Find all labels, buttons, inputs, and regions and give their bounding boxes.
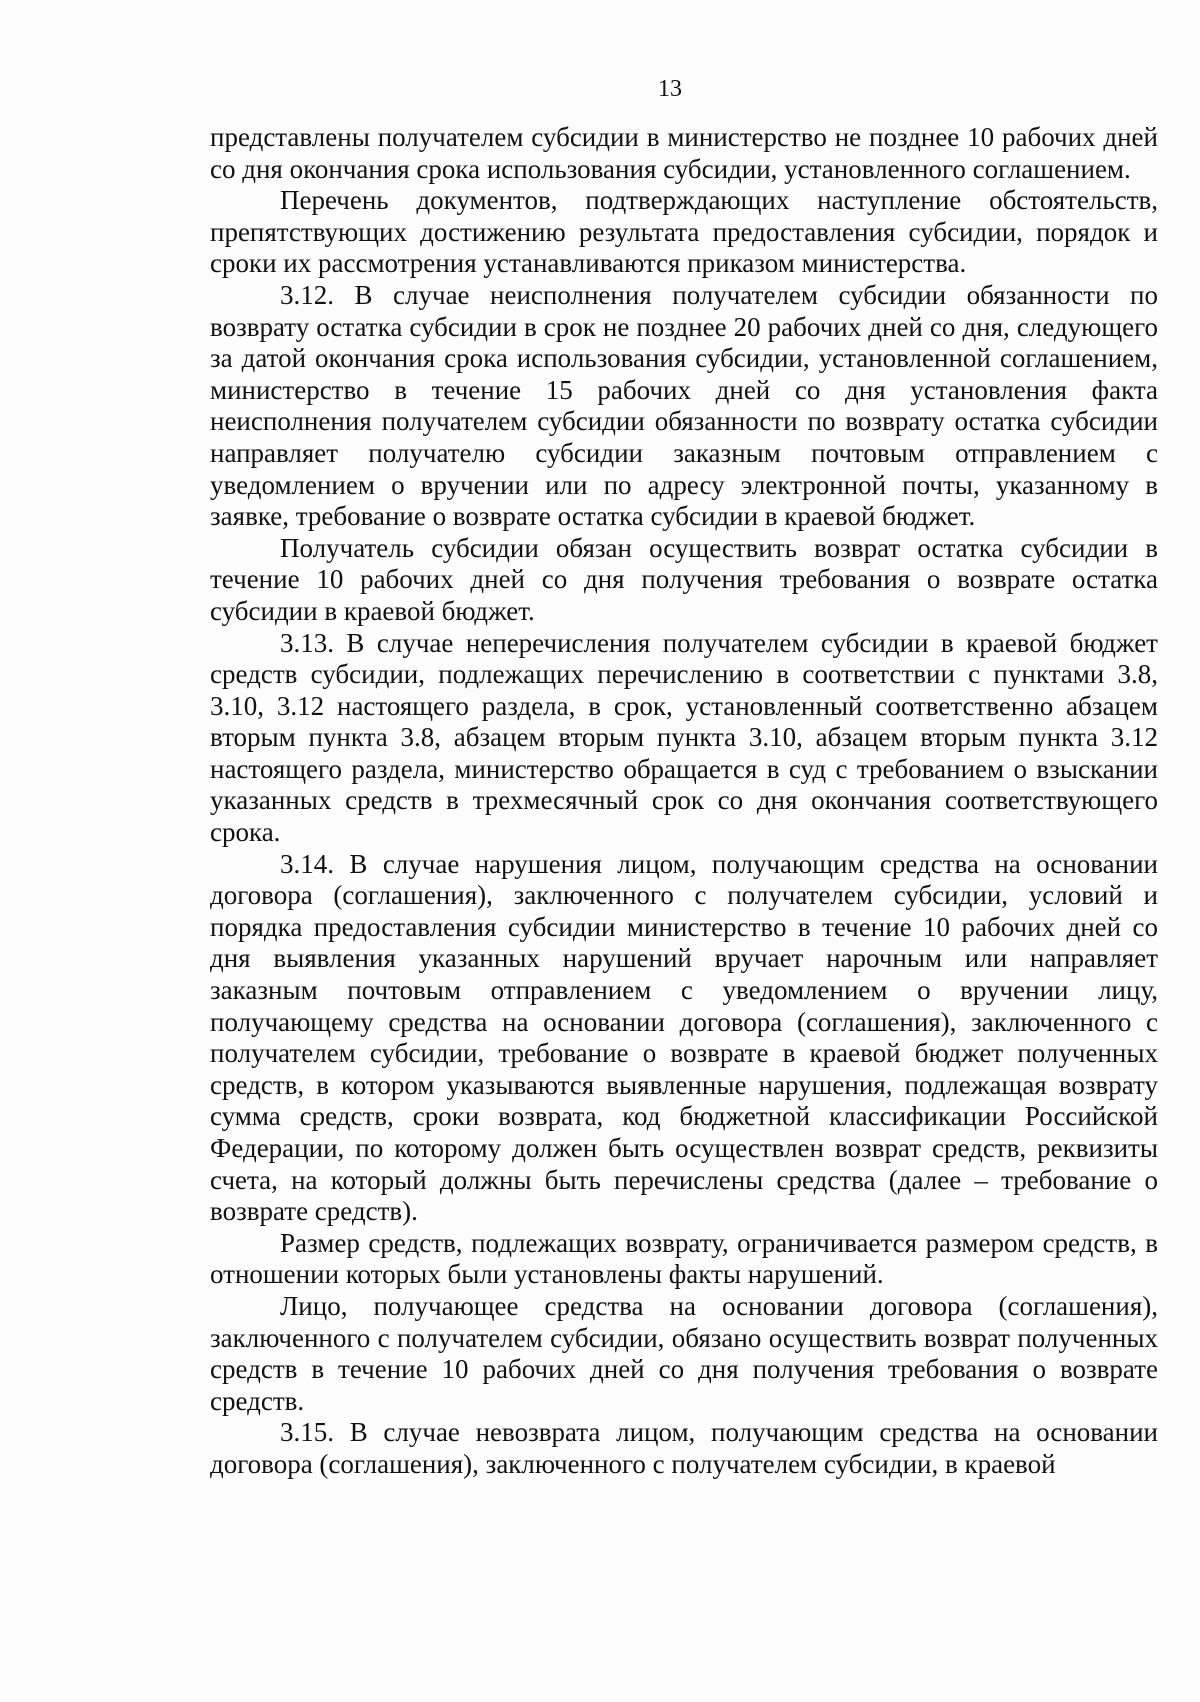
paragraph-3-14-obligation: Лицо, получающее средства на основании договора (соглашения), заключенного с получателем субсидии, обязано осуществить возврат полученных средств в течение 10 рабочих дней со дня получения требования о возврате средств. xyxy=(210,1290,1158,1416)
page-number: 13 xyxy=(658,76,682,102)
paragraph-3-14-amount: Размер средств, подлежащих возврату, ограничивается размером средств, в отношении которых были установлены факты нарушений. xyxy=(210,1227,1158,1290)
paragraph-documents-list: Перечень документов, подтверждающих наступление обстоятельств, препятствующих достижению результата предоставления субсидии, порядок и сроки их рассмотрения устанавливаются приказом министерства. xyxy=(210,185,1158,279)
document-body xyxy=(210,122,1158,1481)
paragraph-3-14: 3.14. В случае нарушения лицом, получающим средства на основании договора (соглашения), заключенного с получателем субсидии, условий и порядка предоставления субсидии министерство в течение 10 рабочих дней со дня выявления указанных нарушений вручает нарочным или направляет заказным почтовым отправлением с уведомлением о вручении лицу, получающему средства на основании договора (соглашения), заключенного с получателем субсидии, требование о возврате в краевой бюджет полученных средств, в котором указываются выявленные нарушения, подлежащая возврату сумма средств, сроки возврата, код бюджетной классификации Российской Федерации, по которому должен быть осуществлен возврат средств, реквизиты счета, на который должны быть перечислены средства (далее – требование о возврате средств). xyxy=(210,848,1158,1227)
paragraph-3-12: 3.12. В случае неисполнения получателем субсидии обязанности по возврату остатка субсидии в срок не позднее 20 рабочих дней со дня, следующего за датой окончания срока использования субсидии, установленной соглашением, министерство в течение 15 рабочих дней со дня установления факта неисполнения получателем субсидии обязанности по возврату остатка субсидии направляет получателю субсидии заказным почтовым отправлением с уведомлением о вручении или по адресу электронной почты, указанному в заявке, требование о возврате остатка субсидии в краевой бюджет. xyxy=(210,279,1158,532)
paragraph-3-12-obligation: Получатель субсидии обязан осуществить возврат остатка субсидии в течение 10 рабочих дней со дня получения требования о возврате остатка субсидии в краевой бюджет. xyxy=(210,532,1158,626)
paragraph-3-13: 3.13. В случае неперечисления получателем субсидии в краевой бюджет средств субсидии, подлежащих перечислению в соответствии с пунктами 3.8, 3.10, 3.12 настоящего раздела, в срок, установленный соответственно абзацем вторым пункта 3.8, абзацем вторым пункта 3.10, абзацем вторым пункта 3.12 настоящего раздела, министерство обращается в суд с требованием о взыскании указанных средств в трехмесячный срок со дня окончания соответствующего срока. xyxy=(210,627,1158,848)
paragraph-continuation: представлены получателем субсидии в министерство не позднее 10 рабочих дней со дня окончания срока использования субсидии, установленного соглашением. xyxy=(210,122,1158,184)
paragraph-3-15: 3.15. В случае невозврата лицом, получающим средства на основании договора (соглашения), заключенного с получателем субсидии, в краевой xyxy=(210,1417,1158,1479)
